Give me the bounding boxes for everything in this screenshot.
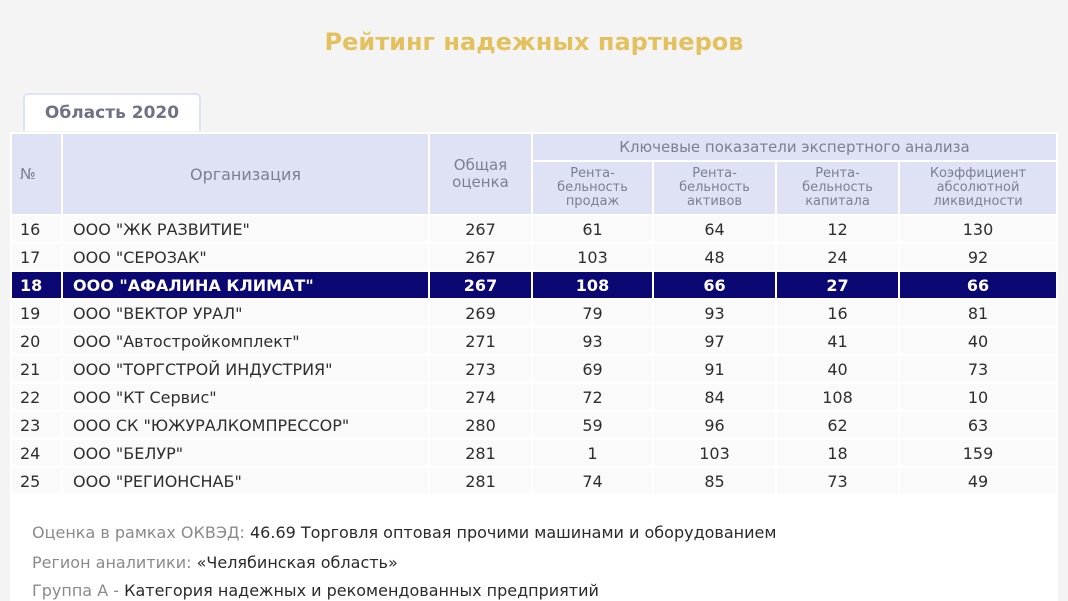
cell-capital-profitability: 16 xyxy=(776,299,899,327)
cell-assets-profitability: 103 xyxy=(653,439,776,467)
header-total-score-line2: оценка xyxy=(452,173,509,191)
cell-number: 24 xyxy=(11,439,62,467)
header-sales-profitability-l1: Рента- xyxy=(570,166,615,181)
cell-assets-profitability: 93 xyxy=(653,299,776,327)
cell-number: 19 xyxy=(11,299,62,327)
table-row[interactable] xyxy=(11,243,1057,271)
cell-total-score: 274 xyxy=(429,383,532,411)
cell-capital-profitability: 41 xyxy=(776,327,899,355)
cell-total-score: 280 xyxy=(429,411,532,439)
cell-total-score: 267 xyxy=(429,243,532,271)
cell-number: 17 xyxy=(11,243,62,271)
cell-sales-profitability: 79 xyxy=(532,299,653,327)
cell-organization: ООО "РЕГИОНСНАБ" xyxy=(62,467,429,495)
group-label: Группа А - xyxy=(32,581,125,600)
header-liquidity-ratio xyxy=(899,161,1057,215)
cell-assets-profitability: 66 xyxy=(653,271,776,299)
region-line xyxy=(32,553,398,572)
region-value: «Челябинская область» xyxy=(196,553,398,572)
header-sales-profitability-l2: бельность xyxy=(557,180,628,195)
okved-value: 46.69 Торговля оптовая прочими машинами и оборудованием xyxy=(250,523,777,542)
header-capital-profitability-l1: Рента- xyxy=(815,166,860,181)
cell-liquidity-ratio: 130 xyxy=(899,215,1057,243)
cell-sales-profitability: 72 xyxy=(532,383,653,411)
header-assets-profitability-l1: Рента- xyxy=(692,166,737,181)
cell-organization: ООО "СЕРОЗАК" xyxy=(62,243,429,271)
cell-sales-profitability: 93 xyxy=(532,327,653,355)
cell-assets-profitability: 85 xyxy=(653,467,776,495)
cell-liquidity-ratio: 63 xyxy=(899,411,1057,439)
tab-region-2020[interactable]: Область 2020 xyxy=(23,93,201,131)
header-total-score xyxy=(429,133,532,215)
header-key-indicators: Ключевые показатели экспертного анализа xyxy=(532,133,1057,161)
cell-assets-profitability: 84 xyxy=(653,383,776,411)
group-line xyxy=(32,581,599,600)
okved-label: Оценка в рамках ОКВЭД: xyxy=(32,523,250,542)
info-panel xyxy=(10,495,1058,601)
cell-sales-profitability: 69 xyxy=(532,355,653,383)
cell-capital-profitability: 12 xyxy=(776,215,899,243)
cell-liquidity-ratio: 40 xyxy=(899,327,1057,355)
cell-number: 18 xyxy=(11,271,62,299)
header-liquidity-ratio-l1: Коэффициент xyxy=(929,166,1027,181)
table-row[interactable] xyxy=(11,467,1057,495)
cell-capital-profitability: 108 xyxy=(776,383,899,411)
cell-organization: ООО "ЖК РАЗВИТИЕ" xyxy=(62,215,429,243)
cell-number: 16 xyxy=(11,215,62,243)
table-row[interactable] xyxy=(11,411,1057,439)
group-value: Категория надежных и рекомендованных предприятий xyxy=(124,581,599,600)
cell-assets-profitability: 96 xyxy=(653,411,776,439)
cell-organization: ООО "АФАЛИНА КЛИМАТ" xyxy=(62,271,429,299)
cell-sales-profitability: 59 xyxy=(532,411,653,439)
header-number: № xyxy=(11,133,62,215)
rating-table xyxy=(10,132,1058,496)
cell-assets-profitability: 91 xyxy=(653,355,776,383)
cell-total-score: 269 xyxy=(429,299,532,327)
region-label: Регион аналитики: xyxy=(32,553,197,572)
cell-liquidity-ratio: 49 xyxy=(899,467,1057,495)
table-row[interactable] xyxy=(11,439,1057,467)
cell-total-score: 267 xyxy=(429,271,532,299)
header-assets-profitability-l3: активов xyxy=(686,194,743,209)
cell-organization: ООО "ВЕКТОР УРАЛ" xyxy=(62,299,429,327)
header-capital-profitability-l3: капитала xyxy=(805,194,870,209)
cell-total-score: 281 xyxy=(429,467,532,495)
cell-liquidity-ratio: 81 xyxy=(899,299,1057,327)
table-row[interactable] xyxy=(11,355,1057,383)
cell-capital-profitability: 18 xyxy=(776,439,899,467)
cell-liquidity-ratio: 92 xyxy=(899,243,1057,271)
header-sales-profitability-l3: продаж xyxy=(565,194,620,209)
table-row[interactable] xyxy=(11,215,1057,243)
header-assets-profitability-l2: бельность xyxy=(679,180,750,195)
table-row[interactable] xyxy=(11,383,1057,411)
cell-organization: ООО "Автостройкомплект" xyxy=(62,327,429,355)
cell-liquidity-ratio: 73 xyxy=(899,355,1057,383)
cell-total-score: 271 xyxy=(429,327,532,355)
cell-total-score: 267 xyxy=(429,215,532,243)
cell-capital-profitability: 62 xyxy=(776,411,899,439)
cell-sales-profitability: 61 xyxy=(532,215,653,243)
cell-organization: ООО "ТОРГСТРОЙ ИНДУСТРИЯ" xyxy=(62,355,429,383)
table-row[interactable] xyxy=(11,327,1057,355)
cell-total-score: 273 xyxy=(429,355,532,383)
cell-sales-profitability: 103 xyxy=(532,243,653,271)
cell-number: 21 xyxy=(11,355,62,383)
cell-liquidity-ratio: 159 xyxy=(899,439,1057,467)
cell-number: 25 xyxy=(11,467,62,495)
header-capital-profitability xyxy=(776,161,899,215)
cell-organization: ООО "БЕЛУР" xyxy=(62,439,429,467)
cell-sales-profitability: 108 xyxy=(532,271,653,299)
cell-capital-profitability: 40 xyxy=(776,355,899,383)
header-assets-profitability xyxy=(653,161,776,215)
header-sales-profitability xyxy=(532,161,653,215)
cell-number: 23 xyxy=(11,411,62,439)
page-title: Рейтинг надежных партнеров xyxy=(324,28,744,56)
cell-capital-profitability: 24 xyxy=(776,243,899,271)
cell-capital-profitability: 27 xyxy=(776,271,899,299)
header-liquidity-ratio-l2: абсолютной xyxy=(936,180,1020,195)
header-total-score-line1: Общая xyxy=(453,156,508,174)
cell-liquidity-ratio: 10 xyxy=(899,383,1057,411)
cell-organization: ООО "КТ Сервис" xyxy=(62,383,429,411)
cell-sales-profitability: 74 xyxy=(532,467,653,495)
cell-number: 20 xyxy=(11,327,62,355)
cell-capital-profitability: 73 xyxy=(776,467,899,495)
cell-assets-profitability: 64 xyxy=(653,215,776,243)
table-row-selected[interactable] xyxy=(11,271,1057,299)
cell-liquidity-ratio: 66 xyxy=(899,271,1057,299)
cell-organization: ООО СК "ЮЖУРАЛКОМПРЕССОР" xyxy=(62,411,429,439)
cell-assets-profitability: 48 xyxy=(653,243,776,271)
cell-total-score: 281 xyxy=(429,439,532,467)
cell-number: 22 xyxy=(11,383,62,411)
header-liquidity-ratio-l3: ликвидности xyxy=(933,194,1023,209)
okved-line xyxy=(32,523,776,542)
header-organization: Организация xyxy=(62,133,429,215)
header-capital-profitability-l2: бельность xyxy=(802,180,873,195)
table-row[interactable] xyxy=(11,299,1057,327)
cell-sales-profitability: 1 xyxy=(532,439,653,467)
cell-assets-profitability: 97 xyxy=(653,327,776,355)
